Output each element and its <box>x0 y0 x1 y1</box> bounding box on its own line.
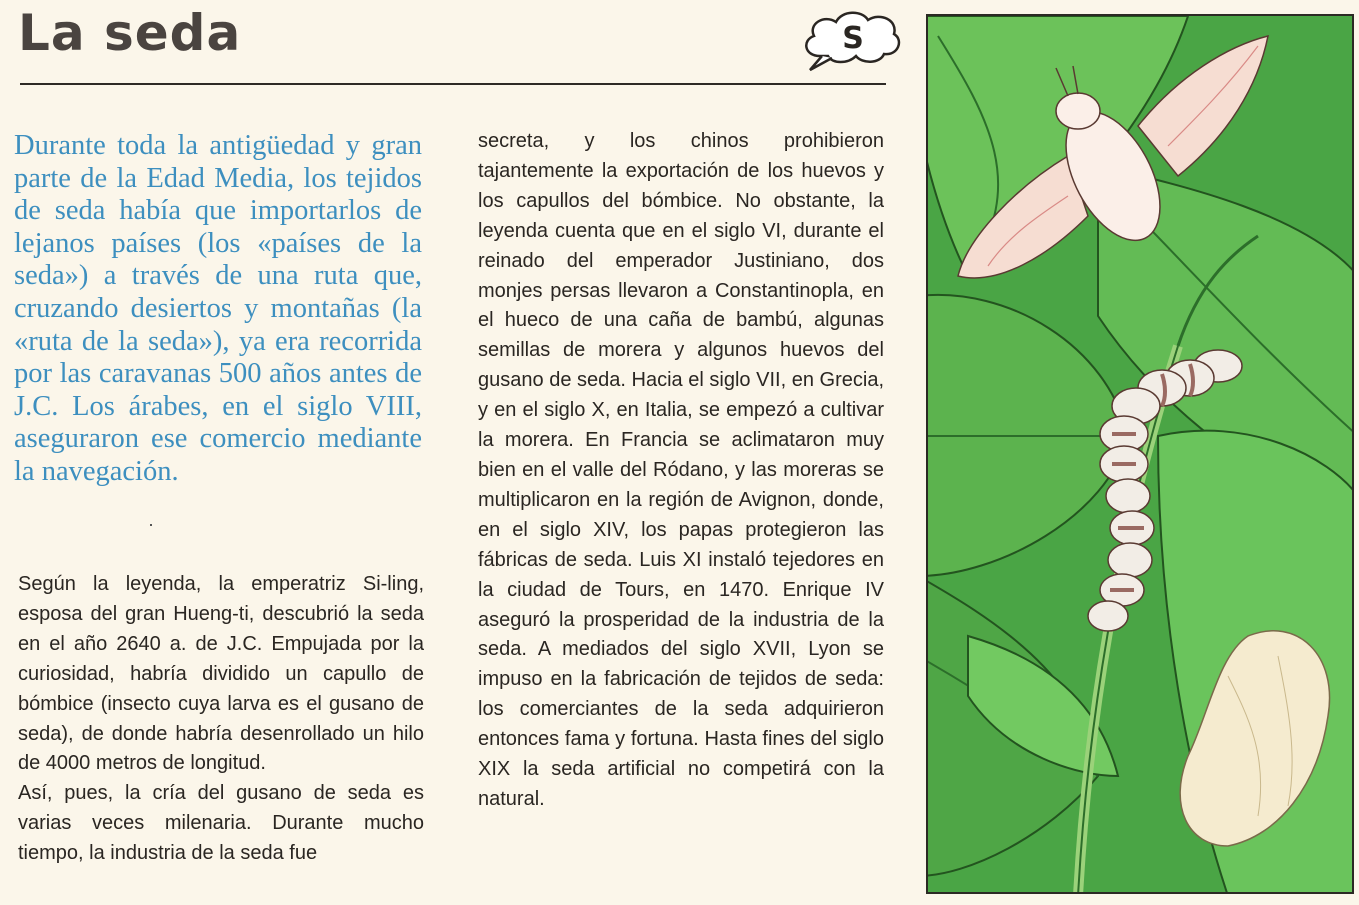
silkworm-illustration <box>926 14 1354 894</box>
page-title: La seda <box>18 4 242 62</box>
section-badge-cloud-icon <box>798 6 904 72</box>
body-paragraph: secreta, y los chinos prohibieron tajantemente la exportación de los huevos y los capullos del bómbice. No obstante, la leyenda cuenta que en el siglo VI, durante el reinado del emperador Justiniano, dos monjes persas llevaron a Constantinopla, en el hueco de una caña de bambú, algunas semillas de morera y algunos huevos del gusano de seda. Hacia el siglo VII, en Grecia, y en el siglo X, en Italia, se empezó a cultivar la morera. En Francia se aclimataron muy bien en el valle del Ródano, y las moreras se multiplicaron en la región de Avignon, donde, en el siglo XIV, los papas protegieron las fábricas de seda. Luis XI instaló tejedores en la ciudad de Tours, en 1470. Enrique IV aseguró la prosperidad de la industria de la seda. A mediados del siglo XVII, Lyon se impuso en la fabricación de tejidos de seda: los comerciantes de la seda adquirieron entonces fama y fortuna. Hasta fines del siglo XIX la seda artificial no competirá con la natural. <box>478 130 884 810</box>
title-divider <box>20 83 886 85</box>
body-column-right <box>478 127 884 815</box>
silkworm-artwork <box>928 16 1354 894</box>
body-column-left <box>18 570 424 869</box>
body-paragraph: Según la leyenda, la emperatriz Si-ling, esposa del gran Hueng-ti, descubrió la seda en el año 2640 a. de J.C. Empujada por la curiosidad, habría dividido un capullo de bómbice (insecto cuya larva es el gusano de seda), de donde habría desenrollado un hilo de 4000 metros de longitud. <box>18 573 424 775</box>
intro-paragraph: Durante toda la antigüedad y gran parte de la Edad Media, los tejidos de seda había que importarlos de lejanos países (los «países de la seda») a través de una ruta que, cruzando desiertos y montañas (la «ruta de la seda»), ya era recorrida por las caravanas 500 años antes de J.C. Los árabes, en el siglo VIII, aseguraron ese comercio mediante la navegación. <box>14 130 422 487</box>
badge-letter: S <box>842 21 864 56</box>
body-paragraph: Así, pues, la cría del gusano de seda es varias veces milenaria. Durante mucho tiempo, la industria de la seda fue <box>18 782 424 865</box>
stray-dot <box>150 524 152 526</box>
